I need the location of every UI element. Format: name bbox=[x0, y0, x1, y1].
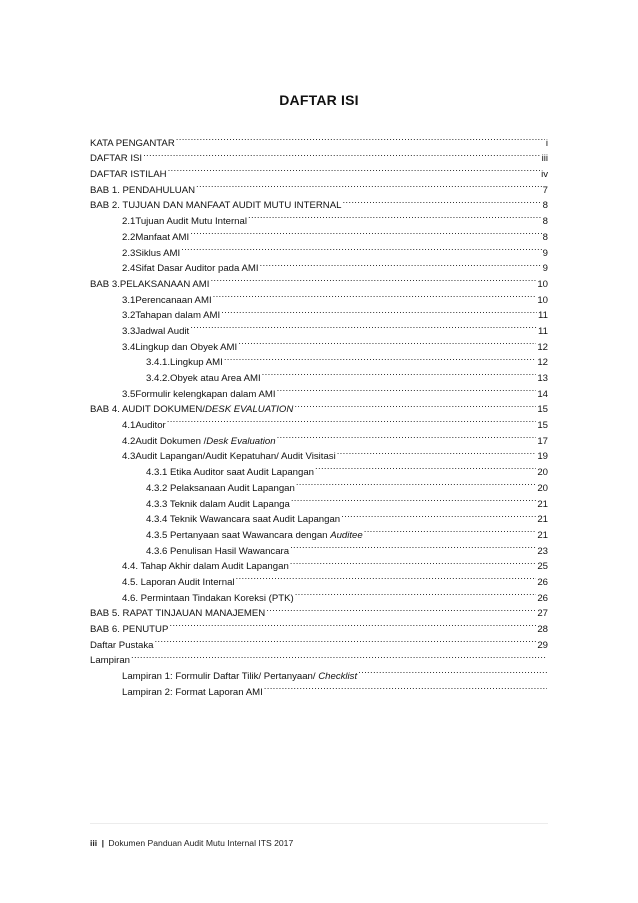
toc-leader-dots bbox=[196, 177, 542, 193]
toc-entry-label: BAB 6. PENUTUP bbox=[90, 624, 169, 635]
toc-entry-label: Lampiran bbox=[90, 655, 130, 667]
page-title: DAFTAR ISI bbox=[279, 92, 359, 108]
toc-leader-dots bbox=[169, 616, 536, 632]
footer-text: Dokumen Panduan Audit Mutu Internal ITS 2017 bbox=[108, 838, 294, 848]
toc-entry-label: DAFTAR ISI bbox=[90, 153, 143, 165]
toc-entry-label: 4.3.5 Pertanyaan saat Wawancara dengan Auditee bbox=[146, 529, 363, 541]
toc-entry-label: 3.4Lingkup dan Obyek AMI bbox=[122, 341, 238, 353]
toc-leader-dots bbox=[167, 412, 537, 428]
toc-entry-label: 2.1Tujuan Audit Mutu Internal bbox=[122, 216, 247, 228]
toc-entry-page: 8 bbox=[542, 200, 548, 212]
toc-entry-page: 8 bbox=[542, 216, 548, 228]
toc-entry-page: 26 bbox=[537, 592, 548, 604]
toc-entry-page: 15 bbox=[537, 420, 548, 432]
toc-entry-page: iv bbox=[541, 169, 548, 181]
footer-separator: | bbox=[101, 838, 104, 848]
toc-entry-label: 4.2Audit Dokumen /Desk Evaluation bbox=[122, 435, 276, 447]
toc-leader-dots bbox=[168, 161, 540, 177]
toc-leader-dots bbox=[341, 507, 536, 523]
toc-entry-label: 4.3.2 Pelaksanaan Audit Lapangan bbox=[146, 482, 295, 494]
toc-leader-dots bbox=[154, 632, 536, 648]
toc-leader-dots bbox=[238, 334, 536, 350]
toc-leader-dots bbox=[315, 459, 536, 475]
toc-leader-dots bbox=[264, 679, 547, 695]
toc-entry-label: 4.3Audit Lapangan/Audit Kepatuhan/ Audit Visitasi bbox=[122, 451, 336, 463]
toc-entry-label: 4.3.3 Teknik dalam Audit Lapanga bbox=[146, 498, 290, 510]
toc-leader-dots bbox=[290, 554, 537, 570]
toc-leader-dots bbox=[294, 397, 536, 413]
toc-entry-label: 3.4.2.Obyek atau Area AMI bbox=[146, 373, 261, 384]
toc-entry-page: 11 bbox=[538, 325, 548, 337]
toc-entry-label: 3.4.1.Lingkup AMI bbox=[146, 357, 223, 369]
toc-leader-dots bbox=[296, 475, 536, 491]
footer-divider bbox=[90, 823, 548, 824]
toc-entry-label: 4.3.6 Penulisan Hasil Wawancara bbox=[146, 545, 290, 557]
toc-leader-dots bbox=[224, 350, 537, 366]
toc-leader-dots bbox=[190, 224, 541, 240]
toc-entry[interactable] bbox=[90, 648, 548, 667]
toc-entry-page: 9 bbox=[542, 247, 548, 259]
toc-leader-dots bbox=[266, 601, 536, 617]
toc-entry-page: i bbox=[545, 137, 548, 149]
toc-leader-dots bbox=[295, 585, 537, 601]
toc-entry-label: 2.4Sifat Dasar Auditor pada AMI bbox=[122, 263, 259, 275]
toc-entry-page: 10 bbox=[537, 278, 548, 290]
toc-leader-dots bbox=[337, 444, 537, 460]
toc-entry-page: 13 bbox=[537, 373, 548, 384]
toc-entry-page: 19 bbox=[537, 451, 548, 463]
toc-entry-label: BAB 4. AUDIT DOKUMEN/DESK EVALUATION bbox=[90, 404, 294, 416]
toc-entry-page: 8 bbox=[542, 231, 548, 243]
toc-leader-dots bbox=[181, 240, 542, 256]
toc-entry-label: 3.3Jadwal Audit bbox=[122, 325, 190, 337]
toc-entry-page: 27 bbox=[537, 608, 548, 620]
toc-entry-label: 2.2Manfaat AMI bbox=[122, 231, 190, 243]
toc-entry-page: 29 bbox=[537, 639, 548, 651]
toc-entry-page: 21 bbox=[537, 514, 548, 526]
toc-entry-label: Lampiran 2: Format Laporan AMI bbox=[122, 686, 263, 698]
toc-entry[interactable] bbox=[90, 663, 548, 683]
toc-entry-page: 28 bbox=[537, 624, 548, 635]
toc-leader-dots bbox=[248, 208, 542, 224]
toc-leader-dots bbox=[176, 130, 545, 146]
toc-entry-page: 21 bbox=[537, 498, 548, 510]
toc-entry-page: 20 bbox=[537, 482, 548, 494]
toc-leader-dots bbox=[221, 303, 537, 319]
toc-leader-dots bbox=[131, 648, 547, 664]
page-footer bbox=[90, 838, 293, 848]
toc-entry-label: 4.4. Tahap Akhir dalam Audit Lapangan bbox=[122, 561, 289, 573]
toc-leader-dots bbox=[262, 365, 537, 381]
toc-entry-label: Lampiran 1: Formulir Daftar Tilik/ Pertanyaan/ Checklist bbox=[122, 671, 358, 683]
toc-entry-page: 26 bbox=[537, 576, 548, 588]
toc-entry-label: BAB 2. TUJUAN DAN MANFAAT AUDIT MUTU INTERNAL bbox=[90, 200, 342, 212]
toc-entry-label: 4.5. Laporan Audit Internal bbox=[122, 576, 235, 588]
toc-entry-label: 4.3.1 Etika Auditor saat Audit Lapangan bbox=[146, 467, 315, 479]
toc-entry-label: 3.5Formulir kelengkapan dalam AMI bbox=[122, 388, 276, 400]
toc-entry[interactable] bbox=[90, 146, 548, 165]
toc-entry[interactable] bbox=[90, 632, 548, 651]
toc-leader-dots bbox=[210, 271, 536, 287]
table-of-contents bbox=[90, 130, 548, 698]
toc-entry-label: BAB 3.PELAKSANAAN AMI bbox=[90, 278, 210, 290]
toc-leader-dots bbox=[260, 256, 542, 272]
toc-entry[interactable] bbox=[90, 161, 548, 181]
toc-leader-dots bbox=[143, 146, 541, 162]
toc-entry-label: Daftar Pustaka bbox=[90, 639, 154, 651]
toc-entry-page: 11 bbox=[538, 310, 548, 322]
footer-page-number: iii bbox=[90, 838, 98, 848]
toc-entry-label: KATA PENGANTAR bbox=[90, 137, 175, 149]
toc-entry-page: 14 bbox=[537, 388, 548, 400]
toc-leader-dots bbox=[290, 538, 536, 554]
toc-entry-page: 23 bbox=[537, 545, 548, 557]
toc-leader-dots bbox=[190, 318, 537, 334]
toc-leader-dots bbox=[277, 428, 537, 444]
toc-entry-label: 2.3Siklus AMI bbox=[122, 247, 181, 259]
toc-leader-dots bbox=[213, 287, 537, 303]
toc-entry-label: 4.6. Permintaan Tindakan Koreksi (PTK) bbox=[122, 592, 294, 604]
toc-entry-label: 3.1Perencanaan AMI bbox=[122, 294, 212, 306]
toc-entry-page: 10 bbox=[537, 294, 548, 306]
toc-entry-page: 20 bbox=[537, 467, 548, 479]
toc-leader-dots bbox=[236, 569, 537, 585]
toc-entry-page: 9 bbox=[542, 263, 548, 275]
toc-entry-page: 17 bbox=[537, 435, 548, 447]
toc-entry-page: 21 bbox=[537, 529, 548, 541]
toc-entry-page: 25 bbox=[537, 561, 548, 573]
toc-entry-page: iii bbox=[541, 153, 548, 165]
toc-leader-dots bbox=[358, 663, 547, 679]
toc-entry-label: BAB 1. PENDAHULUAN bbox=[90, 184, 196, 196]
toc-entry-label: 4.1Auditor bbox=[122, 420, 166, 432]
toc-leader-dots bbox=[342, 193, 541, 209]
toc-leader-dots bbox=[291, 491, 536, 507]
toc-entry-page: 15 bbox=[537, 404, 548, 416]
toc-entry[interactable] bbox=[90, 130, 548, 149]
toc-entry-label: 4.3.4 Teknik Wawancara saat Audit Lapangan bbox=[146, 514, 341, 526]
toc-entry-label: BAB 5. RAPAT TINJAUAN MANAJEMEN bbox=[90, 608, 266, 620]
toc-entry-page: 12 bbox=[537, 357, 548, 369]
toc-entry-page: 7 bbox=[542, 184, 548, 196]
toc-leader-dots bbox=[277, 381, 537, 397]
toc-entry-page: 12 bbox=[537, 341, 548, 353]
toc-entry-label: DAFTAR ISTILAH bbox=[90, 169, 167, 181]
toc-leader-dots bbox=[364, 522, 537, 538]
toc-entry-label: 3.2Tahapan dalam AMI bbox=[122, 310, 221, 322]
